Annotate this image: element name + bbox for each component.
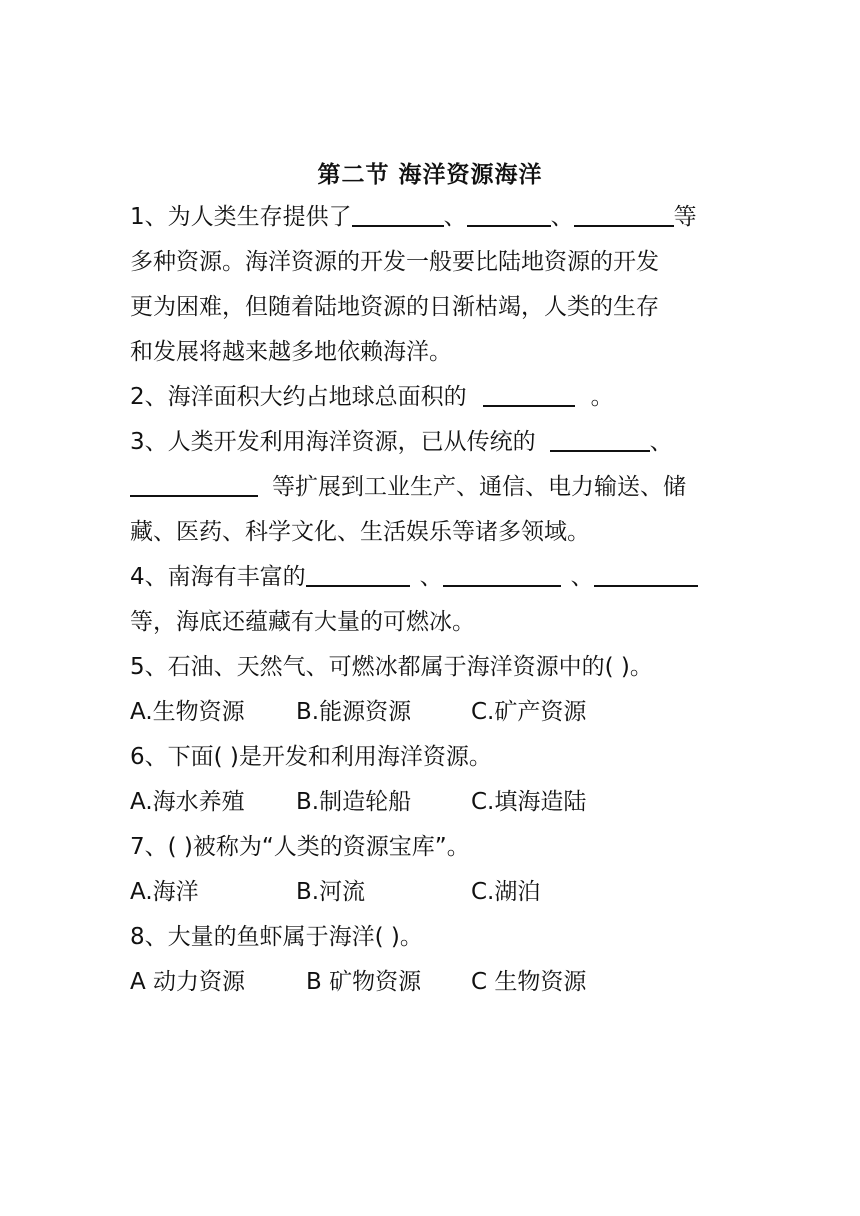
q6-option-a[interactable]: A.海水养殖 — [130, 789, 245, 815]
q4-text-start: 4、南海有丰富的 — [130, 564, 306, 590]
q2-text-start: 2、海洋面积大约占地球总面积的 — [130, 384, 467, 410]
q3-blank-1[interactable] — [550, 428, 650, 452]
q4-sep-2: 、 — [570, 564, 594, 590]
q6-option-b[interactable]: B.制造轮船 — [296, 789, 412, 815]
q8-option-b[interactable]: B 矿物资源 — [306, 969, 422, 995]
q1-blank-3[interactable] — [574, 203, 674, 227]
q1-blank-2[interactable] — [467, 203, 551, 227]
q1-text-end: 等 — [673, 204, 697, 230]
q2-line1 — [130, 382, 614, 412]
q4-line2: 等，海底还蕴藏有大量的可燃冰。 — [130, 609, 475, 635]
q2-text-end: 。 — [590, 384, 614, 410]
q1-blank-1[interactable] — [352, 203, 444, 227]
page-title: 第二节 海洋资源海洋 — [317, 162, 543, 188]
q1-line3: 更为困难，但随着陆地资源的日渐枯竭，人类的生存 — [130, 294, 659, 320]
q6-text: 6、下面( )是开发和利用海洋资源。 — [130, 744, 492, 770]
q3-line3: 藏、医药、科学文化、生活娱乐等诸多领域。 — [130, 519, 590, 545]
q3-line1 — [130, 427, 673, 457]
q3-text-start: 3、人类开发利用海洋资源，已从传统的 — [130, 429, 536, 455]
q1-sep-2: 、 — [550, 204, 574, 230]
q4-line1 — [130, 562, 698, 592]
q3-text-end: 、 — [649, 429, 673, 455]
q6-option-c[interactable]: C.填海造陆 — [471, 789, 587, 815]
q5-option-b[interactable]: B.能源资源 — [296, 699, 412, 725]
q3-line2-text: 等扩展到工业生产、通信、电力输送、储 — [272, 474, 686, 500]
q7-option-a[interactable]: A.海洋 — [130, 879, 199, 905]
q7-option-b[interactable]: B.河流 — [296, 879, 366, 905]
q5-text: 5、石油、天然气、可燃冰都属于海洋资源中的( )。 — [130, 654, 653, 680]
q1-line4: 和发展将越来越多地依赖海洋。 — [130, 339, 452, 365]
q8-option-a[interactable]: A 动力资源 — [130, 969, 246, 995]
q7-text: 7、( )被称为“人类的资源宝库”。 — [130, 834, 470, 860]
q3-line2 — [130, 472, 686, 502]
q2-blank[interactable] — [483, 383, 575, 407]
q8-text: 8、大量的鱼虾属于海洋( )。 — [130, 924, 423, 950]
q1-line2: 多种资源。海洋资源的开发一般要比陆地资源的开发 — [130, 249, 659, 275]
q5-option-c[interactable]: C.矿产资源 — [471, 699, 587, 725]
q8-option-c[interactable]: C 生物资源 — [471, 969, 587, 995]
q5-option-a[interactable]: A.生物资源 — [130, 699, 245, 725]
q7-option-c[interactable]: C.湖泊 — [471, 879, 541, 905]
q4-sep-1: 、 — [419, 564, 443, 590]
q3-blank-2[interactable] — [130, 473, 258, 497]
q1-line1 — [130, 202, 697, 232]
q1-sep-1: 、 — [443, 204, 467, 230]
q4-blank-1[interactable] — [306, 563, 410, 587]
q4-blank-2[interactable] — [443, 563, 561, 587]
q4-blank-3[interactable] — [594, 563, 698, 587]
q1-text-start: 1、为人类生存提供了 — [130, 204, 352, 230]
